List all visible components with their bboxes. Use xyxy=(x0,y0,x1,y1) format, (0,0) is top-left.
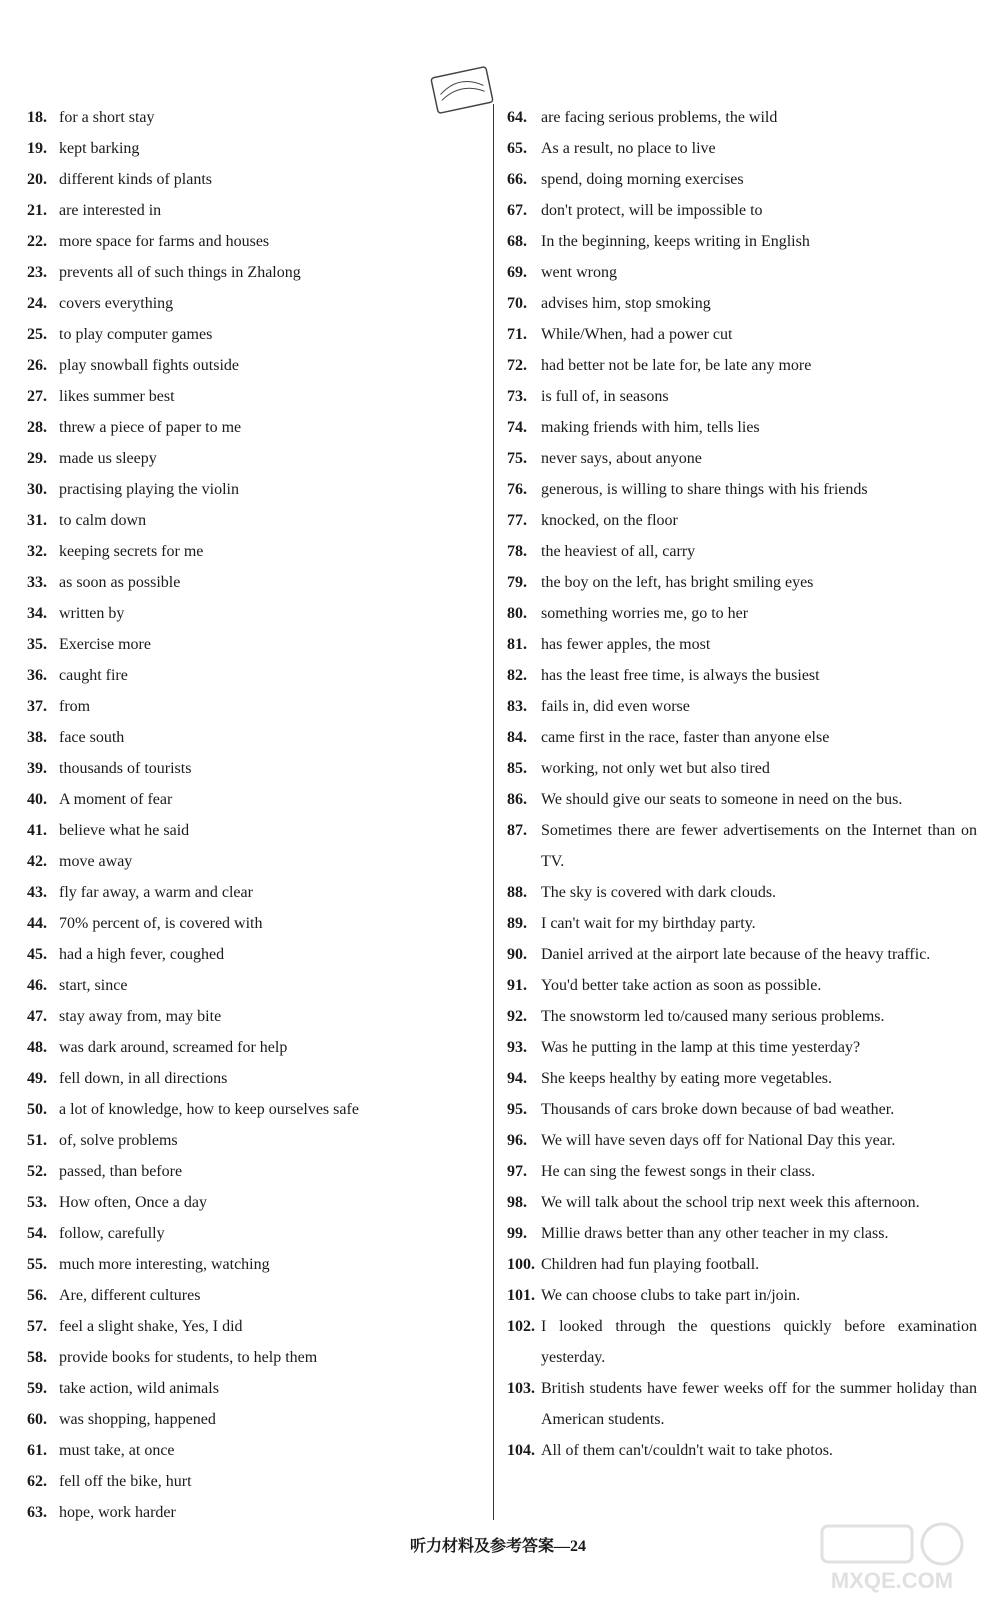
answer-item xyxy=(27,1032,489,1063)
item-answer: take action, wild animals xyxy=(59,1380,219,1397)
item-answer: While/When, had a power cut xyxy=(541,326,733,343)
item-number: 44. xyxy=(27,915,47,932)
answer-item xyxy=(507,1063,977,1094)
item-number: 57. xyxy=(27,1318,47,1335)
item-number: 47. xyxy=(27,1008,47,1025)
item-answer: I can't wait for my birthday party. xyxy=(541,915,756,932)
item-answer: passed, than before xyxy=(59,1163,183,1180)
column-divider xyxy=(493,104,494,1520)
item-answer: fails in, did even worse xyxy=(541,698,690,715)
item-answer: came first in the race, faster than anyone else xyxy=(541,729,830,746)
answer-item xyxy=(27,288,489,319)
item-number: 65. xyxy=(507,140,527,157)
item-number: 86. xyxy=(507,791,527,808)
answer-item xyxy=(507,691,977,722)
answer-item xyxy=(27,195,489,226)
answer-item xyxy=(507,1125,977,1156)
item-number: 52. xyxy=(27,1163,47,1180)
item-answer: had a high fever, coughed xyxy=(59,946,225,963)
item-answer: provide books for students, to help them xyxy=(59,1349,318,1366)
answer-item xyxy=(507,784,977,815)
answer-item xyxy=(27,660,489,691)
right-column xyxy=(507,102,977,1466)
item-number: 63. xyxy=(27,1504,47,1521)
answer-item xyxy=(27,691,489,722)
item-number: 21. xyxy=(27,202,47,219)
item-number: 83. xyxy=(507,698,527,715)
answer-item xyxy=(507,629,977,660)
answer-item xyxy=(507,1249,977,1280)
item-answer: had better not be late for, be late any more xyxy=(541,357,812,374)
item-answer: from xyxy=(59,698,91,715)
answer-item xyxy=(27,1001,489,1032)
answer-item xyxy=(27,319,489,350)
item-answer: hope, work harder xyxy=(59,1504,176,1521)
item-answer: follow, carefully xyxy=(59,1225,165,1242)
item-answer: Sometimes there are fewer advertisements on the Internet than on TV. xyxy=(541,822,977,870)
answer-item xyxy=(27,567,489,598)
answer-item xyxy=(27,1125,489,1156)
item-number: 90. xyxy=(507,946,527,963)
item-answer: face south xyxy=(59,729,125,746)
answer-item xyxy=(507,443,977,474)
item-answer: must take, at once xyxy=(59,1442,175,1459)
item-number: 42. xyxy=(27,853,47,870)
item-answer: stay away from, may bite xyxy=(59,1008,222,1025)
item-number: 41. xyxy=(27,822,47,839)
answer-item xyxy=(27,722,489,753)
answer-item xyxy=(27,1063,489,1094)
item-answer: We will talk about the school trip next week this afternoon. xyxy=(541,1194,920,1211)
item-answer: something worries me, go to her xyxy=(541,605,749,622)
answer-item xyxy=(27,1466,489,1497)
item-answer: different kinds of plants xyxy=(59,171,213,188)
answer-item xyxy=(507,536,977,567)
answer-item xyxy=(27,1218,489,1249)
item-number: 56. xyxy=(27,1287,47,1304)
item-answer: knocked, on the floor xyxy=(541,512,678,529)
item-answer: making friends with him, tells lies xyxy=(541,419,760,436)
item-answer: made us sleepy xyxy=(59,450,157,467)
answer-item xyxy=(27,474,489,505)
item-answer: As a result, no place to live xyxy=(541,140,716,157)
answer-item xyxy=(507,1373,977,1435)
answer-item xyxy=(27,1156,489,1187)
item-number: 27. xyxy=(27,388,47,405)
item-number: 61. xyxy=(27,1442,47,1459)
answer-item xyxy=(27,505,489,536)
item-number: 94. xyxy=(507,1070,527,1087)
answer-item xyxy=(507,164,977,195)
item-answer: 70% percent of, is covered with xyxy=(59,915,263,932)
item-answer: generous, is willing to share things with his friends xyxy=(541,481,868,498)
answer-item xyxy=(27,133,489,164)
item-answer: as soon as possible xyxy=(59,574,181,591)
item-number: 35. xyxy=(27,636,47,653)
answer-item xyxy=(507,505,977,536)
item-number: 22. xyxy=(27,233,47,250)
answer-item xyxy=(27,102,489,133)
answer-item xyxy=(27,1342,489,1373)
item-answer: are interested in xyxy=(59,202,162,219)
item-answer: Millie draws better than any other teacher in my class. xyxy=(541,1225,889,1242)
item-number: 74. xyxy=(507,419,527,436)
answer-item xyxy=(27,1373,489,1404)
item-number: 55. xyxy=(27,1256,47,1273)
answer-item xyxy=(507,939,977,970)
item-answer: believe what he said xyxy=(59,822,190,839)
item-answer: kept barking xyxy=(59,140,140,157)
left-column xyxy=(27,102,489,1528)
answer-item xyxy=(507,908,977,939)
item-number: 89. xyxy=(507,915,527,932)
answer-item xyxy=(507,319,977,350)
watermark-logo xyxy=(792,1516,992,1596)
answer-item xyxy=(507,195,977,226)
answer-item xyxy=(27,257,489,288)
answer-item xyxy=(507,226,977,257)
item-number: 69. xyxy=(507,264,527,281)
item-answer: much more interesting, watching xyxy=(59,1256,270,1273)
answer-item xyxy=(27,536,489,567)
item-answer: spend, doing morning exercises xyxy=(541,171,744,188)
item-answer: thousands of tourists xyxy=(59,760,192,777)
item-number: 101. xyxy=(507,1287,535,1304)
item-answer: are facing serious problems, the wild xyxy=(541,109,778,126)
item-answer: fly far away, a warm and clear xyxy=(59,884,253,901)
answer-item xyxy=(507,722,977,753)
item-number: 53. xyxy=(27,1194,47,1211)
answer-item xyxy=(27,939,489,970)
item-number: 36. xyxy=(27,667,47,684)
item-answer: prevents all of such things in Zhalong xyxy=(59,264,301,281)
item-number: 76. xyxy=(507,481,527,498)
item-answer: threw a piece of paper to me xyxy=(59,419,242,436)
item-answer: don't protect, will be impossible to xyxy=(541,202,763,219)
item-answer: has fewer apples, the most xyxy=(541,636,711,653)
item-answer: written by xyxy=(59,605,125,622)
item-number: 98. xyxy=(507,1194,527,1211)
answer-item xyxy=(507,1001,977,1032)
item-answer: a lot of knowledge, how to keep ourselves safe xyxy=(59,1101,359,1118)
answer-item xyxy=(27,629,489,660)
item-number: 100. xyxy=(507,1256,535,1273)
item-answer: practising playing the violin xyxy=(59,481,239,498)
item-answer: fell down, in all directions xyxy=(59,1070,228,1087)
item-number: 96. xyxy=(507,1132,527,1149)
item-answer: was shopping, happened xyxy=(59,1411,216,1428)
item-answer: We should give our seats to someone in need on the bus. xyxy=(541,791,903,808)
item-answer: Thousands of cars broke down because of bad weather. xyxy=(541,1101,895,1118)
answer-item xyxy=(27,1497,489,1528)
answer-item xyxy=(27,970,489,1001)
item-number: 85. xyxy=(507,760,527,777)
item-number: 34. xyxy=(27,605,47,622)
answer-item xyxy=(507,660,977,691)
answer-item xyxy=(27,908,489,939)
item-answer: advises him, stop smoking xyxy=(541,295,711,312)
answer-item xyxy=(27,846,489,877)
item-answer: keeping secrets for me xyxy=(59,543,204,560)
answer-item xyxy=(507,1218,977,1249)
answer-item xyxy=(507,257,977,288)
item-number: 45. xyxy=(27,946,47,963)
item-number: 23. xyxy=(27,264,47,281)
item-number: 59. xyxy=(27,1380,47,1397)
item-answer: the boy on the left, has bright smiling eyes xyxy=(541,574,814,591)
item-answer: He can sing the fewest songs in their class. xyxy=(541,1163,816,1180)
answer-item xyxy=(507,1187,977,1218)
item-number: 49. xyxy=(27,1070,47,1087)
item-answer: I looked through the questions quickly before examination yesterday. xyxy=(541,1318,977,1366)
item-answer: was dark around, screamed for help xyxy=(59,1039,288,1056)
item-number: 43. xyxy=(27,884,47,901)
answer-item xyxy=(507,412,977,443)
answer-item xyxy=(27,753,489,784)
item-answer: working, not only wet but also tired xyxy=(541,760,770,777)
watermark-text: MXQE.COM xyxy=(830,1568,954,1593)
answer-item xyxy=(27,350,489,381)
answer-item xyxy=(27,164,489,195)
answer-item xyxy=(507,288,977,319)
answer-item xyxy=(27,815,489,846)
answer-item xyxy=(27,1187,489,1218)
item-number: 37. xyxy=(27,698,47,715)
item-number: 84. xyxy=(507,729,527,746)
item-answer: fell off the bike, hurt xyxy=(59,1473,192,1490)
item-number: 20. xyxy=(27,171,47,188)
item-answer: Are, different cultures xyxy=(59,1287,201,1304)
item-answer: We can choose clubs to take part in/join. xyxy=(541,1287,801,1304)
answer-item xyxy=(507,877,977,908)
answer-item xyxy=(27,1280,489,1311)
item-answer: has the least free time, is always the busiest xyxy=(541,667,820,684)
answer-item xyxy=(507,474,977,505)
item-answer: caught fire xyxy=(59,667,128,684)
answer-item xyxy=(507,1435,977,1466)
item-number: 66. xyxy=(507,171,527,188)
item-answer: move away xyxy=(59,853,133,870)
item-number: 38. xyxy=(27,729,47,746)
item-answer: for a short stay xyxy=(59,109,155,126)
item-answer: feel a slight shake, Yes, I did xyxy=(59,1318,243,1335)
item-answer: You'd better take action as soon as possible. xyxy=(541,977,822,994)
item-number: 51. xyxy=(27,1132,47,1149)
item-answer: In the beginning, keeps writing in English xyxy=(541,233,810,250)
answer-item xyxy=(507,1156,977,1187)
item-number: 28. xyxy=(27,419,47,436)
item-number: 29. xyxy=(27,450,47,467)
item-number: 87. xyxy=(507,822,527,839)
item-answer: start, since xyxy=(59,977,128,994)
item-number: 71. xyxy=(507,326,527,343)
answer-item xyxy=(27,1094,489,1125)
item-number: 39. xyxy=(27,760,47,777)
item-answer: went wrong xyxy=(541,264,617,281)
answer-item xyxy=(27,1435,489,1466)
item-number: 33. xyxy=(27,574,47,591)
item-number: 50. xyxy=(27,1101,47,1118)
answer-item xyxy=(507,598,977,629)
item-number: 93. xyxy=(507,1039,527,1056)
item-answer: more space for farms and houses xyxy=(59,233,270,250)
item-number: 75. xyxy=(507,450,527,467)
item-number: 73. xyxy=(507,388,527,405)
item-number: 78. xyxy=(507,543,527,560)
item-answer: never says, about anyone xyxy=(541,450,702,467)
item-number: 19. xyxy=(27,140,47,157)
item-answer: We will have seven days off for National Day this year. xyxy=(541,1132,896,1149)
item-answer: play snowball fights outside xyxy=(59,357,239,374)
item-number: 48. xyxy=(27,1039,47,1056)
item-answer: How often, Once a day xyxy=(59,1194,207,1211)
item-number: 31. xyxy=(27,512,47,529)
item-number: 68. xyxy=(507,233,527,250)
item-number: 91. xyxy=(507,977,527,994)
item-answer: British students have fewer weeks off for the summer holiday than American students. xyxy=(541,1380,977,1428)
answer-item xyxy=(507,102,977,133)
item-answer: The sky is covered with dark clouds. xyxy=(541,884,777,901)
item-number: 102. xyxy=(507,1318,535,1335)
answer-item xyxy=(27,443,489,474)
answer-item xyxy=(507,567,977,598)
answer-item xyxy=(507,1311,977,1373)
item-answer: of, solve problems xyxy=(59,1132,178,1149)
item-number: 18. xyxy=(27,109,47,126)
answer-item xyxy=(27,412,489,443)
answer-item xyxy=(27,1249,489,1280)
item-number: 25. xyxy=(27,326,47,343)
answer-item xyxy=(27,381,489,412)
item-number: 79. xyxy=(507,574,527,591)
item-number: 77. xyxy=(507,512,527,529)
answer-item xyxy=(27,877,489,908)
item-number: 32. xyxy=(27,543,47,560)
item-number: 88. xyxy=(507,884,527,901)
answer-item xyxy=(507,1280,977,1311)
item-number: 104. xyxy=(507,1442,535,1459)
item-number: 64. xyxy=(507,109,527,126)
item-number: 82. xyxy=(507,667,527,684)
answer-item xyxy=(507,815,977,877)
item-answer: likes summer best xyxy=(59,388,175,405)
answer-item xyxy=(507,753,977,784)
answer-item xyxy=(27,1311,489,1342)
item-number: 99. xyxy=(507,1225,527,1242)
item-number: 62. xyxy=(27,1473,47,1490)
item-number: 80. xyxy=(507,605,527,622)
item-number: 24. xyxy=(27,295,47,312)
item-answer: the heaviest of all, carry xyxy=(541,543,696,560)
answer-item xyxy=(507,133,977,164)
item-answer: is full of, in seasons xyxy=(541,388,669,405)
item-number: 70. xyxy=(507,295,527,312)
item-answer: covers everything xyxy=(59,295,174,312)
item-number: 67. xyxy=(507,202,527,219)
answer-item xyxy=(27,784,489,815)
answer-item xyxy=(507,1032,977,1063)
item-answer: Children had fun playing football. xyxy=(541,1256,760,1273)
item-number: 40. xyxy=(27,791,47,808)
item-number: 72. xyxy=(507,357,527,374)
item-answer: Daniel arrived at the airport late because of the heavy traffic. xyxy=(541,946,931,963)
item-number: 103. xyxy=(507,1380,535,1397)
item-number: 26. xyxy=(27,357,47,374)
answer-item xyxy=(507,381,977,412)
item-number: 97. xyxy=(507,1163,527,1180)
answer-item xyxy=(507,1094,977,1125)
item-number: 95. xyxy=(507,1101,527,1118)
item-answer: Was he putting in the lamp at this time yesterday? xyxy=(541,1039,861,1056)
item-number: 81. xyxy=(507,636,527,653)
item-answer: A moment of fear xyxy=(59,791,173,808)
item-number: 30. xyxy=(27,481,47,498)
item-answer: She keeps healthy by eating more vegetables. xyxy=(541,1070,833,1087)
answer-item xyxy=(27,226,489,257)
item-number: 60. xyxy=(27,1411,47,1428)
item-answer: to calm down xyxy=(59,512,147,529)
item-answer: to play computer games xyxy=(59,326,213,343)
item-answer: The snowstorm led to/caused many serious problems. xyxy=(541,1008,885,1025)
item-answer: Exercise more xyxy=(59,636,151,653)
answer-item xyxy=(507,350,977,381)
item-number: 92. xyxy=(507,1008,527,1025)
item-number: 46. xyxy=(27,977,47,994)
item-answer: All of them can't/couldn't wait to take photos. xyxy=(541,1442,833,1459)
item-number: 58. xyxy=(27,1349,47,1366)
answer-item xyxy=(27,1404,489,1435)
page-footer: 听力材料及参考答案—24 xyxy=(409,1538,586,1555)
answer-item xyxy=(27,598,489,629)
item-number: 54. xyxy=(27,1225,47,1242)
answer-item xyxy=(507,970,977,1001)
